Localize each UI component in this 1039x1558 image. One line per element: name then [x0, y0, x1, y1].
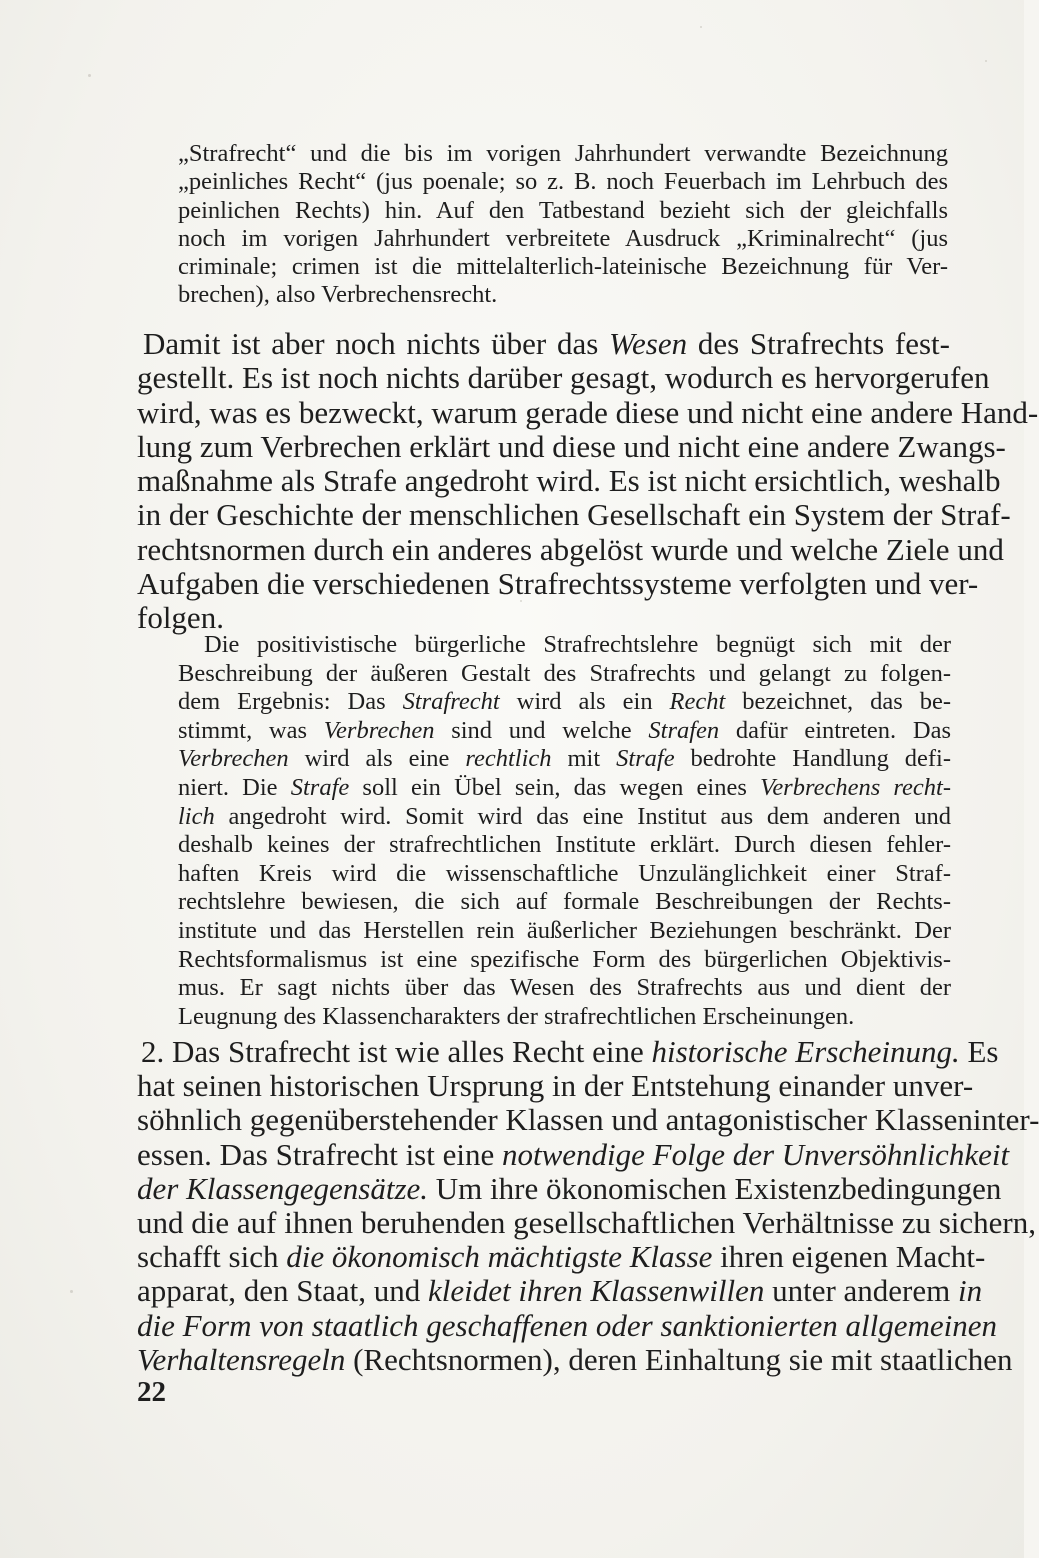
text-line: folgen. [137, 600, 224, 636]
text-run: sind und welche [434, 716, 649, 744]
text-line: „Strafrecht“ und die bis im vorigen Jahrhundert verwandte Bezeichnung [178, 140, 948, 167]
text-line: hat seinen historischen Ursprung in der Entstehung einander unver- [137, 1068, 974, 1104]
text-run: Es [959, 1034, 999, 1069]
emphasis-text: der Klassengegensätze. [137, 1170, 429, 1206]
text-line: Leugnung des Klassencharakters der strafrechtlichen Erscheinungen. [178, 1002, 855, 1030]
text-line [178, 688, 951, 717]
paper-speck [88, 74, 91, 77]
text-line [137, 327, 950, 361]
text-run: angedroht wird. Somit wird das eine Institut aus dem anderen und [214, 802, 951, 830]
text-line: noch im vorigen Jahrhundert verbreitete Ausdruck „Kriminalrecht“ (jus [178, 224, 948, 252]
paragraph-wesen-des-strafrechts [137, 326, 1039, 636]
text-line: haften Kreis wird die wissenschaftliche Unzulänglichkeit einer Straf- [178, 859, 951, 887]
text-run: bedrohte Handlung defi- [674, 745, 952, 773]
emphasis-text: Verhaltensregeln [137, 1341, 346, 1377]
text-line: brechen), also Verbrechensrecht. [178, 281, 498, 309]
text-run: apparat, den Staat, und [137, 1273, 428, 1309]
emphasis-text: notwendige Folge der Unversöhnlichkeit [502, 1136, 1010, 1172]
emphasis-text: die ökonomisch mächtigste Klasse [286, 1239, 713, 1275]
paper-speck [70, 1290, 73, 1293]
emphasis-text: rechtlich [465, 745, 552, 773]
emphasis-text: Strafe [290, 773, 350, 801]
text-run: 2. Das Strafrecht ist wie alles Recht eine [141, 1034, 652, 1069]
emphasis-text: Recht [669, 688, 726, 716]
text-line [137, 1273, 983, 1309]
emphasis-text: Wesen [609, 326, 688, 361]
text-run: wird als eine [288, 745, 466, 773]
page-number: 22 [137, 1376, 166, 1408]
emphasis-text: Verbrechen [178, 745, 289, 773]
text-line: „peinliches Recht“ (jus poenale; so z. B. noch Feuerbach im Lehrbuch des [178, 168, 948, 196]
paper-speck [700, 26, 702, 28]
text-line [137, 1170, 1002, 1206]
text-run: des Strafrechts fest- [687, 326, 950, 361]
text-run: Um ihre ökonomischen Existenzbedingungen [428, 1170, 1002, 1206]
text-run: dafür eintreten. Das [719, 716, 952, 744]
text-line: mus. Er sagt nichts über das Wesen des Strafrechts aus und dient der [178, 974, 951, 1002]
text-run: bezeichnet, das be- [725, 688, 951, 716]
emphasis-text: historische Erscheinung. [651, 1034, 960, 1069]
text-line: und die auf ihnen beruhenden gesellschaftlichen Verhältnisse zu sichern, [137, 1205, 1036, 1241]
text-line [178, 774, 951, 803]
text-line: rechtslehre bewiesen, die sich auf formale Beschreibungen der Rechts- [178, 888, 951, 916]
text-run: (Rechtsnormen), deren Einhaltung sie mit staatlichen [345, 1341, 1013, 1377]
text-line [137, 1034, 999, 1069]
text-line: institute und das Herstellen rein äußerlicher Beziehungen beschränkt. Der [178, 916, 951, 944]
text-line [137, 1341, 1013, 1377]
text-line [137, 1239, 986, 1275]
emphasis-text: Strafen [648, 716, 720, 744]
text-run: soll ein Übel sein, das wegen eines [349, 773, 761, 801]
text-run: essen. Das Strafrecht ist eine [137, 1136, 502, 1172]
text-line [178, 717, 951, 746]
text-run: unter anderem [764, 1273, 958, 1309]
emphasis-text: lich [178, 802, 215, 830]
text-line [137, 1307, 998, 1343]
text-run: stimmt, was [178, 716, 324, 744]
text-line: rechtsnormen durch ein anderes abgelöst wurde und welche Ziele und [137, 531, 1004, 567]
text-line: deshalb keines der strafrechtlichen Institute erklärt. Durch diesen fehler- [178, 831, 951, 859]
text-line: Rechtsformalismus ist eine spezifische Form des bürgerlichen Objektivis- [178, 945, 951, 973]
footnote-block-terminology [178, 140, 948, 310]
text-run: mit [551, 745, 617, 773]
text-line: söhnlich gegenüberstehender Klassen und antagonistischer Klasseninter- [137, 1102, 1039, 1138]
text-run: Damit ist aber noch nichts über das [143, 326, 610, 361]
emphasis-text: Strafe [616, 745, 675, 773]
text-line: in der Geschichte der menschlichen Gesellschaft ein System der Straf- [137, 497, 1011, 533]
text-run: wird als ein [499, 688, 670, 716]
emphasis-text: Strafrecht [402, 688, 500, 716]
text-line: gestellt. Es ist noch nichts darüber gesagt, wodurch es hervorgerufen [137, 360, 990, 396]
paper-speck [985, 60, 987, 62]
text-line: lung zum Verbrechen erklärt und diese und nicht eine andere Zwangs- [137, 428, 1006, 464]
emphasis-text: Verbrechens recht- [760, 773, 952, 801]
text-line: maßnahme als Strafe angedroht wird. Es ist nicht ersichtlich, weshalb [137, 463, 1001, 499]
text-run: schafft sich [137, 1239, 287, 1275]
text-line: wird, was es bezweckt, warum gerade diese und nicht eine andere Hand- [137, 394, 1039, 430]
emphasis-text: kleidet ihren Klassenwillen [427, 1273, 765, 1309]
text-line [178, 803, 951, 832]
text-line [178, 745, 951, 774]
text-line: Aufgaben die verschiedenen Strafrechtssysteme verfolgten und ver- [137, 566, 979, 602]
text-line: Beschreibung der äußeren Gestalt des Strafrechts und gelangt zu folgen- [178, 659, 951, 687]
paragraph-historische-erscheinung [137, 1034, 1039, 1377]
emphasis-text: Verbrechen [323, 716, 435, 744]
text-line [137, 1136, 1010, 1172]
emphasis-text: die Form von staatlich geschaffenen oder sanktionierten allgemeinen [137, 1307, 998, 1343]
emphasis-text: in [958, 1273, 983, 1309]
text-run: niert. Die [178, 773, 291, 801]
footnote-block-positivism [178, 631, 951, 1031]
text-run: ihren eigenen Macht- [712, 1239, 986, 1275]
text-line: Die positivistische bürgerliche Strafrechtslehre begnügt sich mit der [204, 631, 951, 658]
text-line: peinlichen Rechts) hin. Auf den Tatbestand bezieht sich der gleichfalls [178, 196, 948, 224]
text-line: criminale; crimen ist die mittelalterlich-lateinische Bezeichnung für Ver- [178, 253, 948, 281]
text-run: dem Ergebnis: Das [178, 688, 403, 716]
